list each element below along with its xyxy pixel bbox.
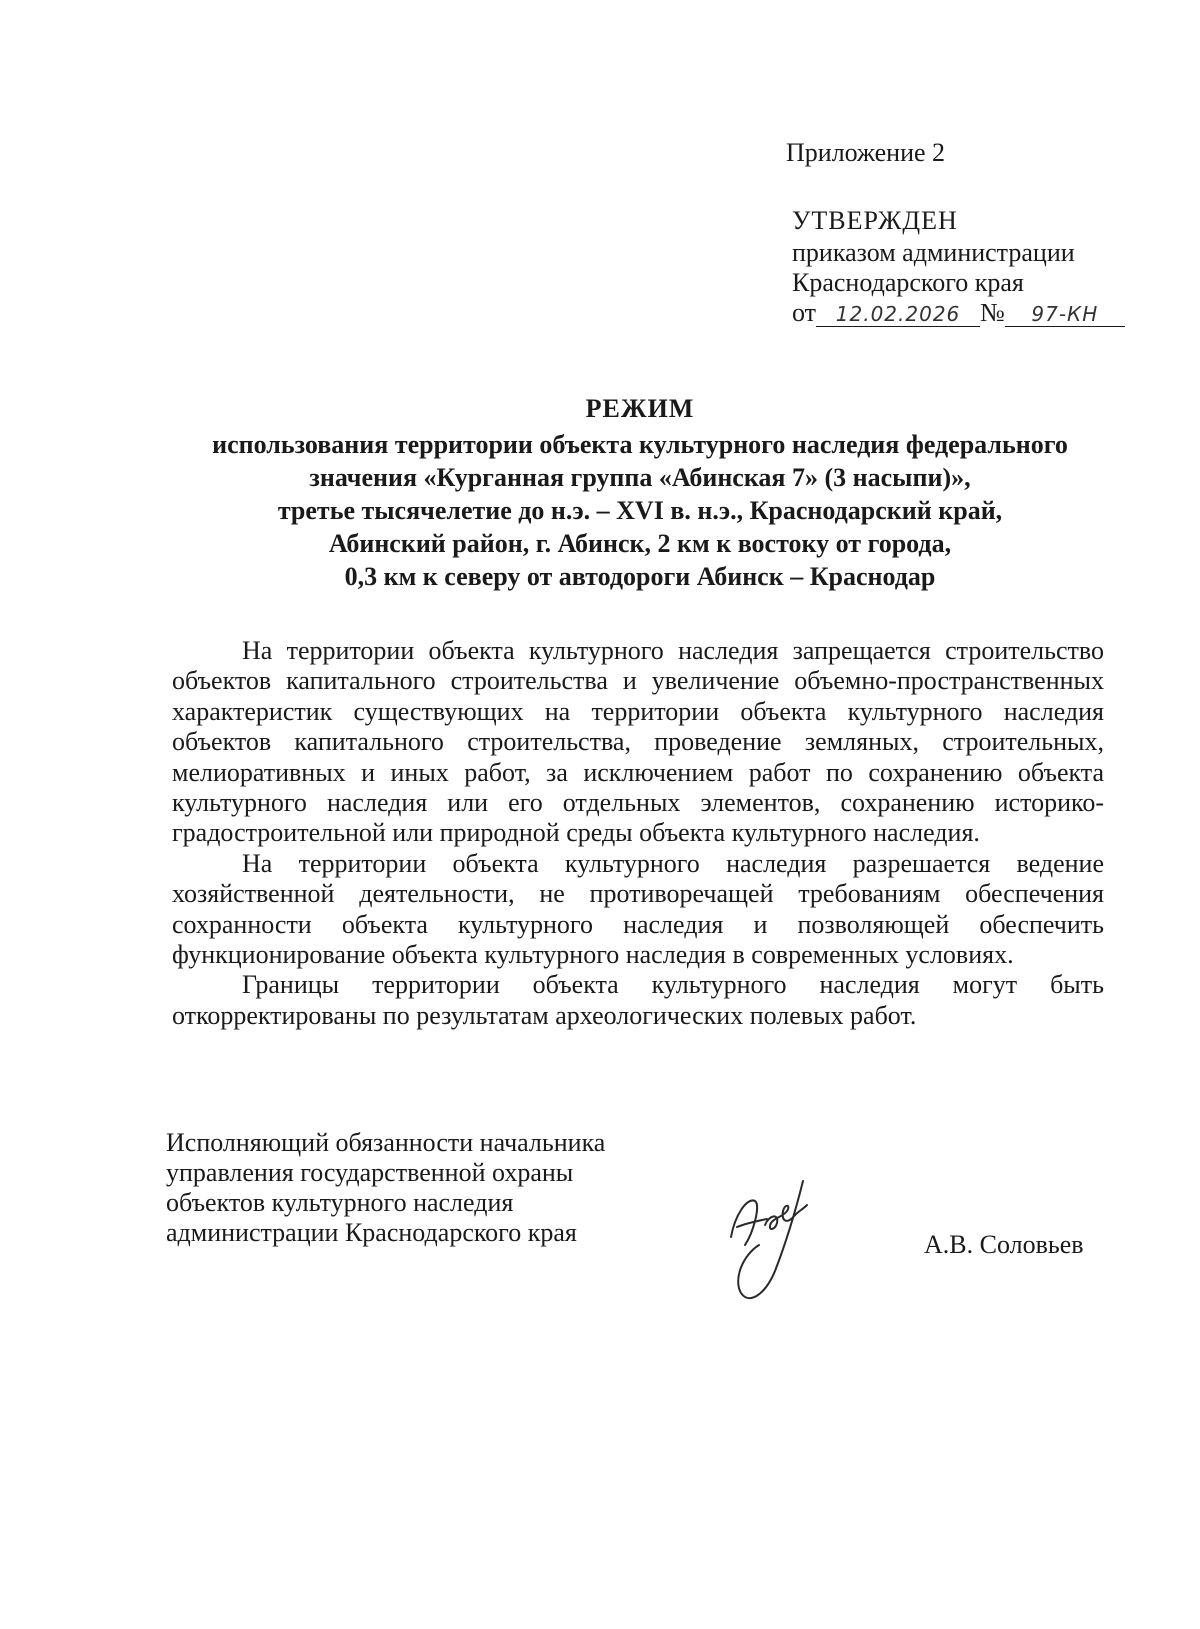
approval-line: Краснодарского края — [792, 268, 1024, 297]
signer-position-line: управления государственной охраны — [166, 1158, 574, 1187]
order-from-label: от — [792, 298, 817, 327]
approval-block — [792, 206, 1125, 328]
signer-position-line: Исполняющий обязанности начальника — [166, 1128, 606, 1157]
body-text — [172, 636, 1104, 1031]
title-line: третье тысячелетие до н.э. – XVI в. н.э., Краснодарский край, — [277, 496, 1003, 525]
body-paragraph: Границы территории объекта культурного наследия могут быть откорректированы по результатам археологических полевых работ. — [172, 970, 1104, 1030]
signer-position-line: администрации Краснодарского края — [166, 1218, 577, 1247]
document-title — [160, 392, 1120, 593]
order-number-label: № — [980, 298, 1005, 327]
title-line: использования территории объекта культурного наследия федерального — [212, 430, 1068, 459]
title-line: значения «Курганная группа «Абинская 7» (3 насыпи)», — [309, 463, 971, 492]
order-date-field: 12.02.2026 — [816, 302, 980, 327]
approval-title: УТВЕРЖДЕН — [792, 206, 958, 235]
handwritten-signature — [725, 1175, 825, 1315]
approval-line: приказом администрации — [792, 238, 1075, 267]
signer-name: А.В. Соловьев — [924, 1230, 1084, 1259]
signer-position-line: объектов культурного наследия — [166, 1188, 514, 1217]
title-line: Абинский район, г. Абинск, 2 км к востоку от города, — [328, 529, 952, 558]
title-line: 0,3 км к северу от автодороги Абинск – Краснодар — [344, 562, 936, 591]
body-paragraph: На территории объекта культурного наследия запрещается строительство объектов капитального строительства и увеличение объемно-пространственных характеристик существующих на территории объекта культурного наследия объектов капитального строительства, проведение земляных, строительных, мелиоративных и иных работ, за исключением работ по сохранению объекта культурного наследия или его отдельных элементов, сохранению историко-градостроительной или природной среды объекта культурного наследия. — [172, 636, 1104, 848]
body-paragraph: На территории объекта культурного наследия разрешается ведение хозяйственной деятельности, не противоречащей требованиям обеспечения сохранности объекта культурного наследия и позволяющей обеспечить функционирование объекта культурного наследия в современных условиях. — [172, 848, 1104, 970]
appendix-label: Приложение 2 — [786, 138, 946, 167]
order-number-field: 97-КН — [1005, 302, 1125, 327]
signer-position — [166, 1128, 605, 1248]
title-main: РЕЖИМ — [585, 394, 695, 423]
order-line — [792, 298, 1125, 328]
